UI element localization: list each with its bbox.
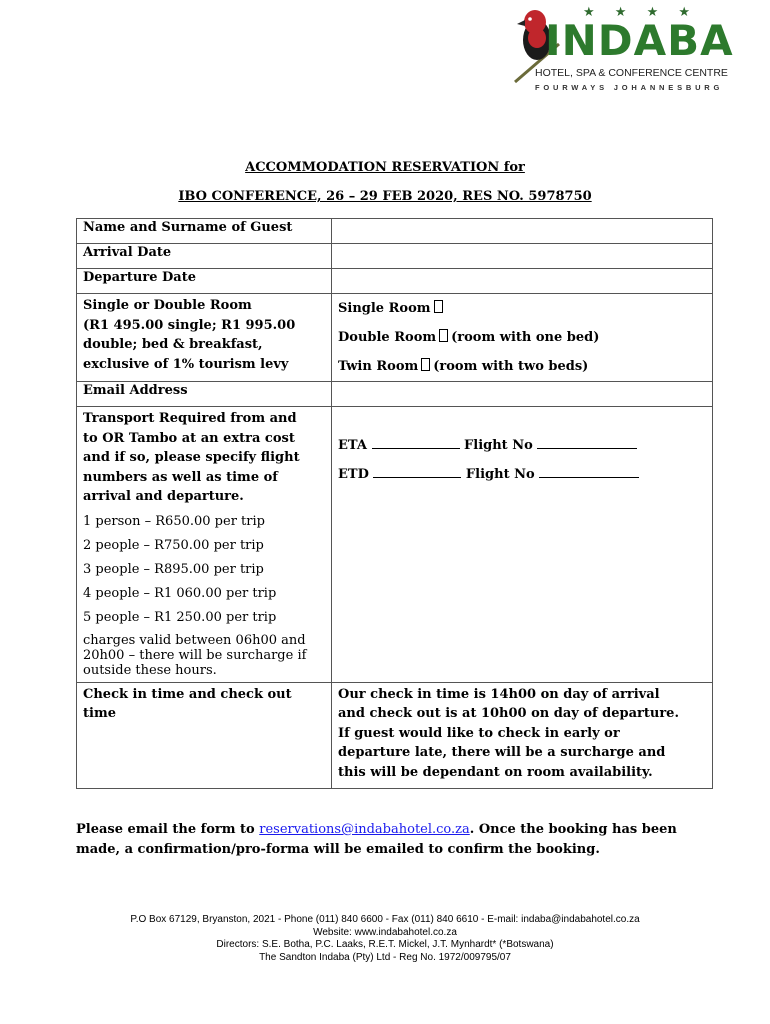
email-field[interactable] [332, 382, 713, 407]
brand-location: FOURWAYS JOHANNESBURG [535, 83, 724, 92]
twin-room-option[interactable]: Twin Room (room with two beds) [338, 359, 589, 374]
room-label: exclusive of 1% tourism levy [83, 356, 289, 372]
table-row [77, 382, 713, 407]
single-room-checkbox[interactable] [434, 300, 443, 313]
transport-label: arrival and departure. [83, 489, 244, 504]
price-item: 3 people – R895.00 per trip [83, 561, 264, 577]
transport-label: and if so, please specify flight [83, 450, 300, 465]
arrival-label: Arrival Date [83, 245, 172, 260]
room-label: Single or Double Room [83, 298, 252, 313]
double-room-checkbox[interactable] [439, 329, 448, 342]
hotel-logo [505, 2, 734, 94]
address-line: Website: www.indabahotel.co.za [313, 926, 457, 938]
transport-label: Transport Required from and [83, 411, 297, 426]
transport-label: numbers as well as time of [83, 469, 278, 485]
checkin-text: this will be dependant on room availability. [338, 764, 653, 780]
room-label: (R1 495.00 single; R1 995.00 [83, 317, 296, 333]
price-item: 4 people – R1 060.00 per trip [83, 585, 277, 601]
checkin-label: time [83, 706, 116, 721]
price-item: 2 people – R750.00 per trip [83, 537, 264, 553]
table-row [77, 269, 713, 294]
price-item: 1 person – R650.00 per trip [83, 513, 265, 529]
twin-room-checkbox[interactable] [421, 358, 430, 371]
table-row [77, 219, 713, 244]
reservation-form-table [76, 218, 713, 789]
brand-name: INDABA [545, 16, 734, 65]
checkin-text: departure late, there will be a surcharge and [338, 745, 666, 760]
table-row [77, 407, 713, 683]
page-subtitle: IBO CONFERENCE, 26 – 29 FEB 2020, RES NO. 5978750 [178, 189, 592, 204]
arrival-date-field[interactable] [332, 244, 713, 269]
checkin-text: and check out is at 10h00 on day of departure. [338, 706, 679, 721]
departure-label: Departure Date [83, 270, 196, 285]
brand-subtitle: HOTEL, SPA & CONFERENCE CENTRE [535, 67, 728, 79]
address-line: Directors: S.E. Botha, P.C. Laaks, R.E.T. Mickel, J.T. Mynhardt* (*Botswana) [216, 939, 554, 950]
email-label: Email Address [83, 383, 188, 398]
etd-row: ETD Flight No [338, 460, 706, 489]
email-instructions: Please email the form to reservations@indabahotel.co.za. Once the booking has been made, a confirmation/pro-forma will be emailed to confirm the booking. [76, 822, 677, 857]
table-row [77, 294, 713, 382]
transport-label: to OR Tambo at an extra cost [83, 430, 295, 446]
eta-field[interactable] [372, 437, 460, 449]
double-room-option[interactable]: Double Room (room with one bed) [338, 330, 600, 345]
name-field[interactable] [332, 219, 713, 244]
arrival-flight-field[interactable] [537, 437, 637, 449]
departure-date-field[interactable] [332, 269, 713, 294]
company-address [0, 914, 770, 964]
address-line: The Sandton Indaba (Pty) Ltd - Reg No. 1972/009795/07 [259, 951, 511, 963]
price-item: 5 people – R1 250.00 per trip [83, 609, 277, 625]
transport-prices [83, 512, 325, 627]
table-row [77, 244, 713, 269]
room-label: double; bed & breakfast, [83, 337, 263, 352]
rating-stars: ★ ★ ★ ★ [583, 5, 699, 20]
table-row [77, 682, 713, 789]
charges-note: charges valid between 06h00 and 20h00 – there will be surcharge if outside these hours. [83, 632, 307, 678]
departure-flight-field[interactable] [539, 466, 639, 478]
single-room-option[interactable]: Single Room [338, 294, 706, 323]
reservations-email-link[interactable]: reservations@indabahotel.co.za [259, 822, 470, 837]
address-line: P.O Box 67129, Bryanston, 2021 - Phone (011) 840 6600 - Fax (011) 840 6610 - E-mail: indaba@indabahotel.co.za [130, 914, 640, 925]
name-label: Name and Surname of Guest [83, 220, 293, 235]
page-title: ACCOMMODATION RESERVATION for [245, 160, 525, 175]
etd-field[interactable] [373, 466, 461, 478]
checkin-text: Our check in time is 14h00 on day of arrival [338, 686, 660, 702]
eta-row: ETA Flight No [338, 431, 706, 460]
checkin-text: If guest would like to check in early or [338, 725, 620, 741]
checkin-label: Check in time and check out [83, 686, 292, 702]
